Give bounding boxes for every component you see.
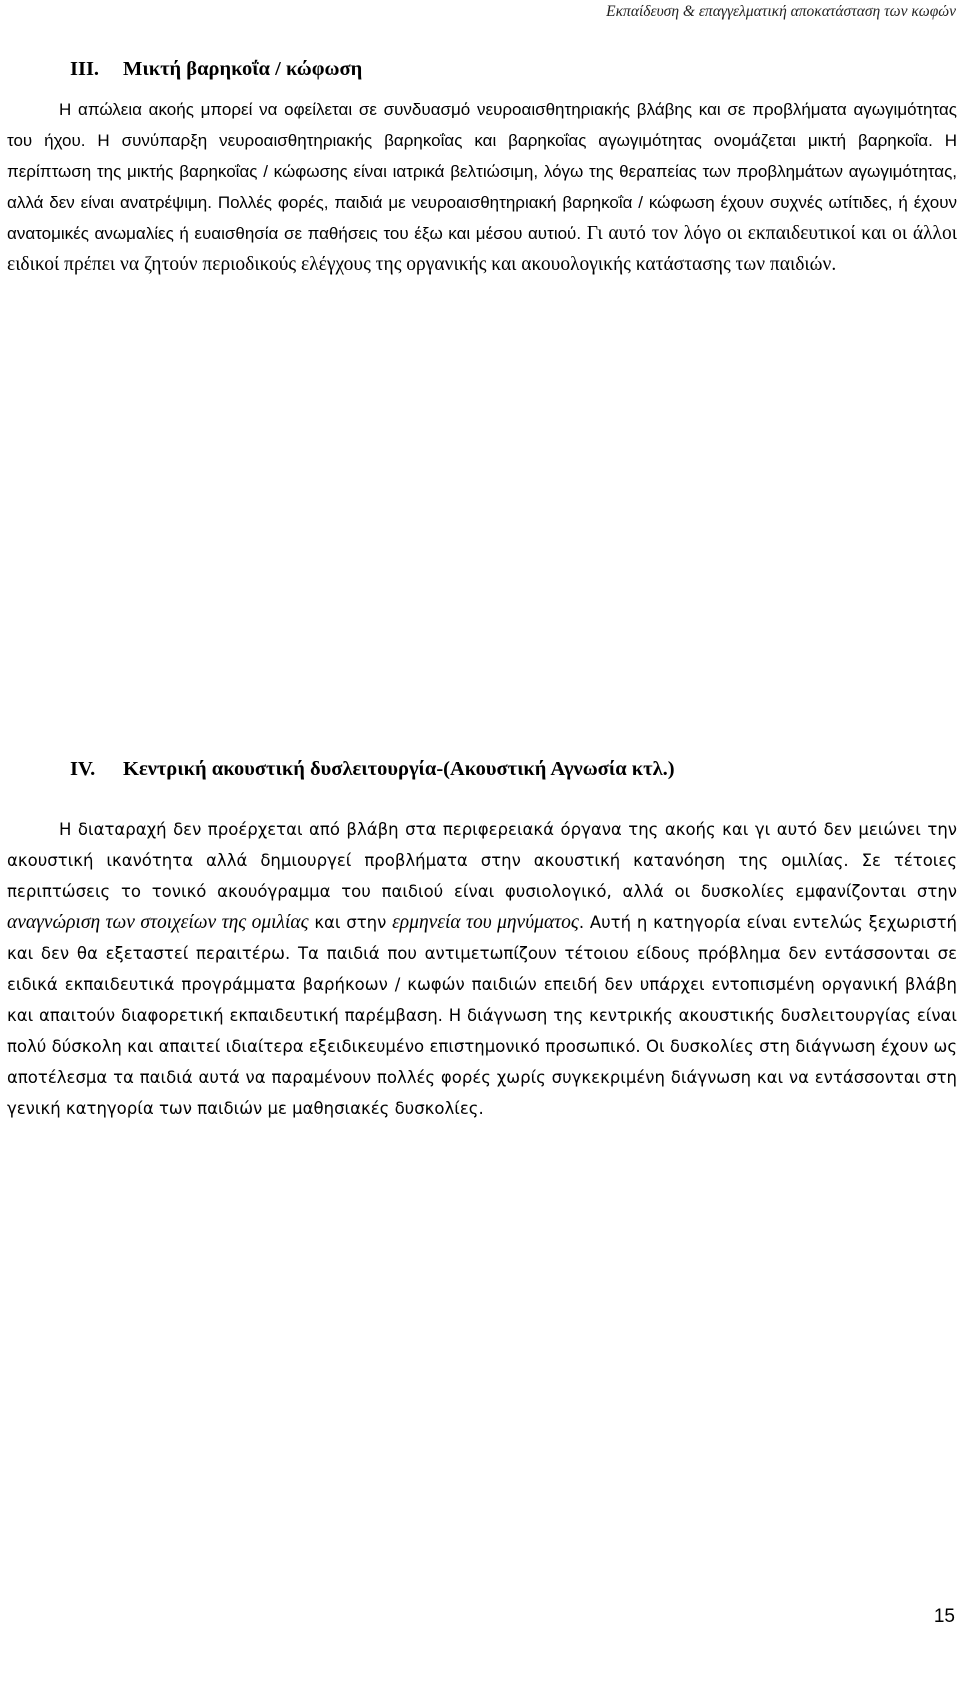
section-number: III. — [70, 58, 100, 80]
paragraph-text: Η απώλεια ακοής μπορεί να οφείλεται σε συνδυασμό νευροαισθητηριακής βλάβης και σε προβλήματα αγωγιμότητας του ήχου. Η συνύπαρξη νευροαισθητηριακής βαρηκοΐας και βαρηκοΐας αγωγιμότητας ονομάζεται μικτή βαρηκοΐα. Η περίπτωση της μικτής βαρηκοΐας / κώφωσης είναι ιατρικά βελτιώσιμη, λόγω της θεραπείας των προβλημάτων αγωγιμότητας, αλλά δεν είναι ανατρέψιμη. Πολλές φορές, παιδιά με νευροαισθητηριακή βαρηκοΐα / κώφωση έχουν συχνές ωτίτιδες, ή έχουν ανατομικές ανωμαλίες ή ευαισθησία σε παθήσεις του έξω και μέσου αυτιού. — [7, 100, 957, 243]
section-heading-4 — [70, 758, 675, 781]
section-title: Κεντρική ακουστική δυσλειτουργία-(Ακουστική Αγνωσία κτλ.) — [123, 758, 675, 780]
paragraph-text: και στην — [308, 913, 393, 932]
emphasis-text: ερμηνεία του μηνύματος — [392, 912, 579, 933]
paragraph-text: Η διαταραχή δεν προέρχεται από βλάβη στα περιφερειακά όργανα της ακοής και γι αυτό δεν μειώνει την ακουστική ικανότητα αλλά δημιουργεί προβλήματα στην ακουστική κατανόηση της ομιλίας. Σε τέτοιες περιπτώσεις το τονικό ακουόγραμμα του παιδιού είναι φυσιολογικό, αλλά οι δυσκολίες εμφανίζονται στην — [7, 820, 957, 901]
page-number: 15 — [933, 1606, 955, 1627]
section-paragraph — [7, 94, 957, 280]
paragraph-text: . Αυτή η κατηγορία είναι εντελώς ξεχωριστή και δεν θα εξεταστεί περαιτέρω. Τα παιδιά που αντιμετωπίζουν τέτοιου είδους πρόβλημα δεν εντάσσονται σε ειδικά εκπαιδευτικά προγράμματα βαρήκοων / κωφών παιδιών επειδή δεν υπάρχει εντοπισμένη οργανική βλάβη και απαιτούν διαφορετική εκπαιδευτική παρέμβαση. Η διάγνωση της κεντρικής ακουστικής δυσλειτουργίας είναι πολύ δύσκολη και απαιτεί ιδιαίτερα εξειδικευμένο επιστημονικό προσωπικό. Οι δυσκολίες στη διάγνωση έχουν ως αποτέλεσμα τα παιδιά αυτά να παραμένουν πολλές φορές χωρίς συγκεκριμένη διάγνωση και να εντάσσονται στη γενική κατηγορία των παιδιών με μαθησιακές δυσκολίες. — [7, 913, 957, 1118]
section-paragraph — [7, 814, 957, 1124]
section-number: IV. — [70, 758, 96, 780]
paragraph-text-serif: Γι αυτό τον λόγο οι εκπαιδευτικοί και οι άλλοι ειδικοί πρέπει να ζητούν περιοδικούς ελέγχους της οργανικής και ακουολογικής κατάστασης των παιδιών. — [7, 223, 957, 275]
section-heading-3 — [70, 58, 362, 81]
section-title: Μικτή βαρηκοΐα / κώφωση — [123, 58, 363, 80]
running-header: Εκπαίδευση & επαγγελματική αποκατάσταση των κωφών — [606, 3, 956, 20]
emphasis-text: αναγνώριση των στοιχείων της ομιλίας — [7, 912, 309, 933]
